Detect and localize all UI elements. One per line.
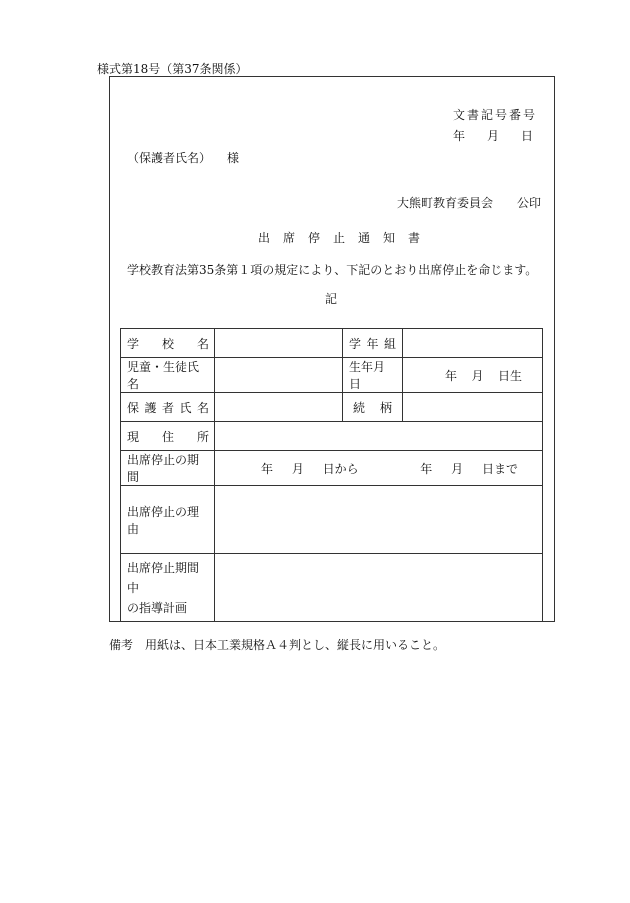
- remarks-note: [109, 636, 445, 653]
- recipient: [127, 149, 239, 166]
- relation-label: 続 柄: [343, 393, 403, 422]
- address-label: 現 住 所: [121, 422, 215, 451]
- details-table: [120, 328, 543, 622]
- issuer: [397, 194, 541, 211]
- birthdate-value[interactable]: 年 月 日生: [403, 358, 543, 393]
- body-text: 学校教育法第35条第１項の規定により、下記のとおり出席停止を命じます。: [127, 263, 538, 277]
- guidance-plan-label: [121, 554, 215, 622]
- document-number: 文書記号番号: [453, 108, 538, 122]
- official-seal: 公印: [517, 196, 542, 210]
- student-name-label: 児童・生徒氏名: [121, 358, 215, 393]
- guardian-name-value[interactable]: [215, 393, 343, 422]
- recipient-honorific: 様: [227, 151, 240, 165]
- recipient-name: （保護者氏名）: [127, 151, 212, 165]
- guidance-plan-value[interactable]: [215, 554, 543, 622]
- address-value[interactable]: [215, 422, 543, 451]
- period-value[interactable]: 年 月 日から 年 月 日まで: [215, 451, 543, 486]
- table-row: [121, 329, 543, 358]
- reason-value[interactable]: [215, 486, 543, 554]
- relation-value[interactable]: [403, 393, 543, 422]
- form-number-header: 様式第18号（第37条関係）: [97, 62, 248, 76]
- issue-date: [453, 127, 533, 144]
- date-year: 年: [453, 129, 466, 143]
- table-row: [121, 486, 543, 554]
- table-row: [121, 358, 543, 393]
- period-label: 出席停止の期間: [121, 451, 215, 486]
- remarks-label: 備考: [109, 638, 134, 652]
- guidance-plan-label-line1: 出席停止期間中: [127, 560, 200, 595]
- remarks-text: 用紙は、日本工業規格Ａ４判とし、縦長に用いること。: [145, 638, 446, 652]
- table-row: [121, 451, 543, 486]
- ki-heading: 記: [325, 292, 338, 306]
- school-name-label: 学 校 名: [121, 329, 215, 358]
- date-day: 日: [520, 129, 533, 143]
- table-row: [121, 422, 543, 451]
- student-name-value[interactable]: [215, 358, 343, 393]
- table-row: [121, 393, 543, 422]
- birthdate-label: 生年月日: [343, 358, 403, 393]
- guidance-plan-label-line2: の指導計画: [127, 600, 188, 615]
- date-month: 月: [486, 129, 499, 143]
- guardian-name-label: 保 護 者 氏 名: [121, 393, 215, 422]
- document-title: 出席停止通知書: [258, 231, 434, 245]
- table-row: [121, 554, 543, 622]
- issuer-name: 大熊町教育委員会: [397, 196, 494, 210]
- reason-label: 出席停止の理由: [121, 486, 215, 554]
- grade-class-label: 学 年 組: [343, 329, 403, 358]
- school-name-value[interactable]: [215, 329, 343, 358]
- grade-class-value[interactable]: [403, 329, 543, 358]
